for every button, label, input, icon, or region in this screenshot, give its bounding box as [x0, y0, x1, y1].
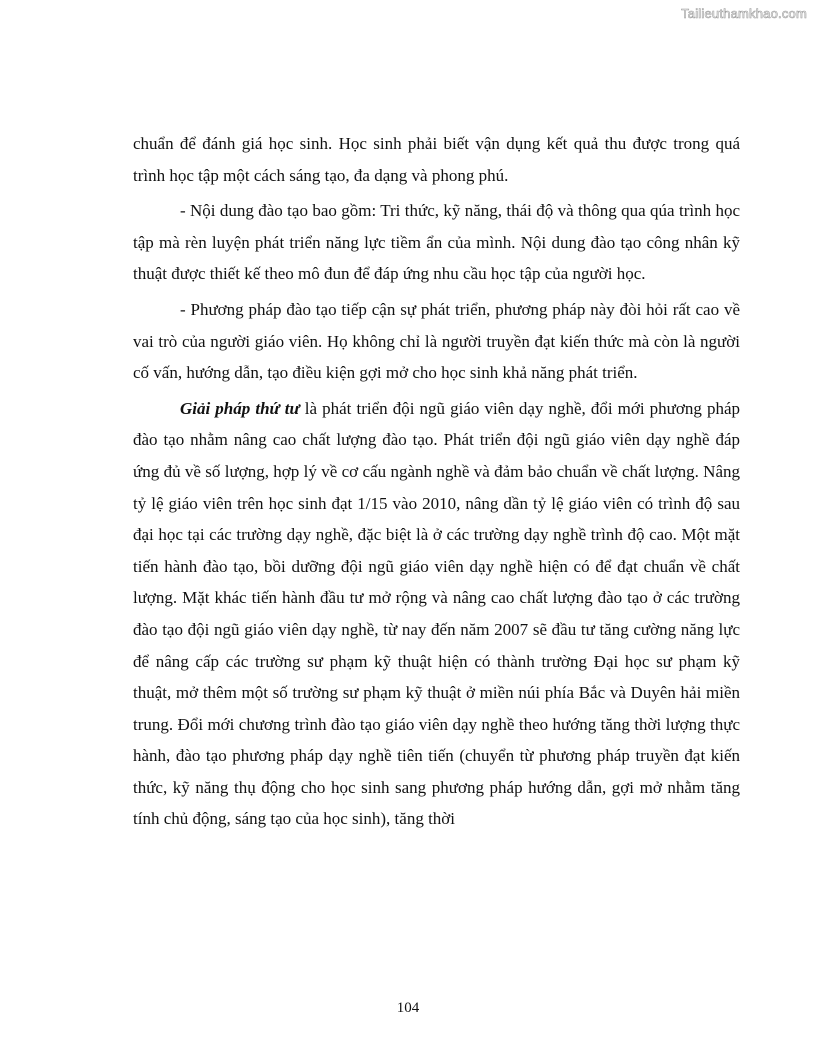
paragraph-3-text: - Phương pháp đào tạo tiếp cận sự phát triển, phương pháp này đòi hỏi rất cao về vai trò của người giáo viên. Họ không chỉ là người truyền đạt kiến thức mà còn là người cố vấn, hướng dẫn, tạo điều kiện gợi mở cho học sinh khả năng phát triển. — [133, 299, 740, 383]
document-body — [133, 128, 740, 839]
paragraph-4-text: là phát triển đội ngũ giáo viên dạy nghề, đổi mới phương pháp đào tạo nhằm nâng cao chất lượng đào tạo. Phát triển đội ngũ giáo viên dạy nghề đáp ứng đủ về số lượng, hợp lý về cơ cấu ngành nghề và đảm bảo chuẩn về chất lượng. Nâng tỷ lệ giáo viên trên học sinh đạt 1/15 vào 2010, nâng dần tỷ lệ giáo viên có trình độ sau đại học tại các trường dạy nghề, đặc biệt là ở các trường dạy nghề trình độ cao. Một mặt tiến hành đào tạo, bồi dưỡng đội ngũ giáo viên dạy nghề hiện có để đạt chuẩn về chất lượng. Mặt khác tiến hành đầu tư mở rộng và nâng cao chất lượng đào tạo ở các trường đào tạo đội ngũ giáo viên dạy nghề, từ nay đến năm 2007 sẽ đầu tư tăng cường năng lực để nâng cấp các trường sư phạm kỹ thuật hiện có thành trường Đại học sư phạm kỹ thuật, mở thêm một số trường sư phạm kỹ thuật ở miền núi phía Bắc và Duyên hải miền trung. Đổi mới chương trình đào tạo giáo viên dạy nghề theo hướng tăng thời lượng thực hành, đào tạo phương pháp dạy nghề tiên tiến (chuyển từ phương pháp truyền đạt kiến thức, kỹ năng thụ động cho học sinh sang phương pháp hướng dẫn, gợi mở nhằm tăng tính chủ động, sáng tạo của học sinh), tăng thời — [133, 398, 740, 829]
paragraph-4 — [133, 393, 740, 835]
paragraph-1 — [133, 128, 740, 191]
paragraph-2 — [133, 195, 740, 290]
watermark-text: Tailieuthamkhao.com — [681, 6, 807, 21]
page-number: 104 — [396, 1000, 420, 1016]
paragraph-3 — [133, 294, 740, 389]
paragraph-1-text: chuẩn để đánh giá học sinh. Học sinh phải biết vận dụng kết quả thu được trong quá trình học tập một cách sáng tạo, đa dạng và phong phú. — [133, 134, 740, 185]
paragraph-2-text: - Nội dung đào tạo bao gồm: Tri thức, kỹ năng, thái độ và thông qua qúa trình học tập mà rèn luyện phát triển năng lực tiềm ẩn của mình. Nội dung đào tạo công nhân kỹ thuật được thiết kế theo mô đun để đáp ứng nhu cầu học tập của người học. — [133, 201, 740, 284]
paragraph-4-lead: Giải pháp thứ tư — [180, 398, 300, 418]
